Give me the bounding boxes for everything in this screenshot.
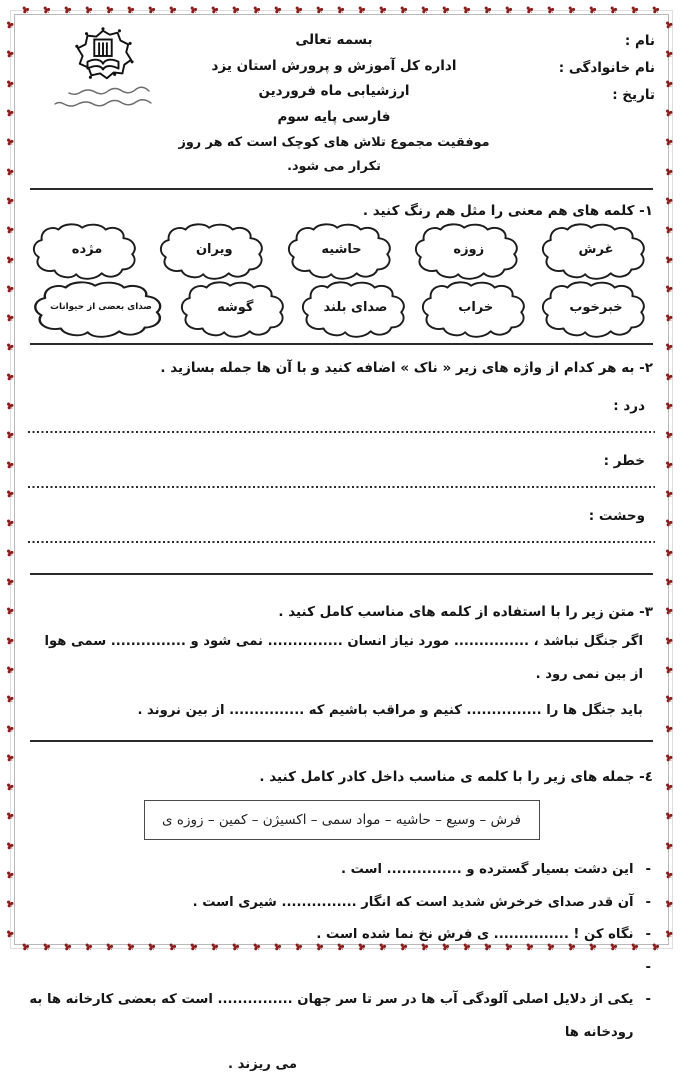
family-name-field-label: نام خانوادگی : — [558, 60, 655, 76]
q3-text-line-2: باید جنگل ها را ............... کنیم و مراقب باشیم که ............... از بین نروند . — [137, 703, 643, 718]
logo-calligraphy-icon — [53, 84, 153, 114]
separator-q1 — [30, 343, 653, 345]
separator-header — [30, 188, 653, 190]
name-field-label: نام : — [624, 33, 655, 49]
q3-text-line-1: اگر جنگل نباشد ، ............... مورد نیاز انسان ............... نمی شود و ............... سمی هوا از بین نمی رود . — [44, 634, 643, 682]
cloud-word-label: مژده — [71, 241, 103, 257]
q3-title: ٣- متن زیر را با استفاده از کلمه های مناسب کامل کنید . — [278, 604, 653, 620]
q4-item-text: آن قدر صدای خرخرش شدید است که انگار ............... شیری است . — [192, 894, 634, 910]
cloud-word-label: ویران — [195, 241, 233, 257]
cloud-word-label: صدای بعضی از حیوانات — [50, 302, 152, 312]
ministry-logo-icon — [72, 26, 134, 84]
logo-block — [28, 24, 178, 179]
cloud-word — [283, 222, 401, 279]
dash-bullet: - — [645, 927, 651, 942]
subject-grade-line: فارسی پایه سوم — [277, 108, 391, 125]
cloud-word-label: صدای بلند — [323, 299, 388, 315]
q4-item-text: یکی از دلایل اصلی آلودگی آب ها در سر تا سر جهان ............... است که بعضی کارخانه ها به رودخانه ها — [29, 992, 634, 1040]
border-ornament-bottom: ♣ ♣ ♣ ♣ ♣ ♣ ♣ ♣ ♣ ♣ ♣ ♣ ♣ ♣ ♣ ♣ ♣ ♣ ♣ ♣ ♣ ♣ ♣ ♣ ♣ ♣ ♣ ♣ ♣ ♣ ♣ — [19, 940, 664, 955]
separator-q3 — [30, 740, 653, 742]
cloud-word — [155, 222, 273, 279]
q4-item — [28, 984, 651, 1049]
border-ornament-top: ♣ ♣ ♣ ♣ ♣ ♣ ♣ ♣ ♣ ♣ ♣ ♣ ♣ ♣ ♣ ♣ ♣ ♣ ♣ ♣ ♣ ♣ ♣ ♣ ♣ ♣ ♣ ♣ ♣ ♣ ♣ — [19, 3, 664, 18]
q4-item-text: نگاه کن ! ............... ی فرش نخ نما شده است . — [316, 927, 634, 942]
evaluation-line: ارزشیابی ماه فروردین — [258, 83, 410, 99]
q2-answer-line-3 — [28, 540, 655, 543]
q4-item-empty — [28, 952, 651, 985]
q2-answer-line-1 — [28, 430, 655, 433]
student-fields — [490, 24, 655, 179]
q4-title: ٤- جمله های زیر را با کلمه ی مناسب داخل کادر کامل کنید . — [259, 769, 653, 785]
q1-cloud-row-1 — [28, 222, 655, 279]
separator-q2 — [30, 573, 653, 575]
dash-bullet: - — [645, 959, 651, 975]
q4-word-bank-box: فرش – وسیع – حاشیه – مواد سمی – اکسیژن – کمین – زوزه ی — [144, 800, 540, 840]
q4-item — [28, 854, 651, 887]
cloud-word — [28, 222, 146, 279]
dash-bullet: - — [645, 992, 651, 1007]
cloud-word — [297, 280, 415, 337]
cloud-word-label: گوشه — [217, 299, 254, 315]
bismillah-line: بسمه تعالی — [295, 32, 373, 48]
header-center — [178, 24, 490, 179]
q4-item — [28, 887, 651, 920]
date-field-label: تاریخ : — [612, 87, 655, 103]
cloud-word — [410, 222, 528, 279]
cloud-word-label: زوزه — [453, 241, 485, 257]
border-ornament-right: ♣ ♣ ♣ ♣ ♣ ♣ ♣ ♣ ♣ ♣ ♣ ♣ ♣ ♣ ♣ ♣ ♣ ♣ ♣ ♣ ♣ ♣ ♣ ♣ ♣ ♣ ♣ ♣ ♣ ♣ ♣ ♣ — [662, 18, 677, 942]
page-content — [28, 20, 655, 1072]
cloud-word — [537, 280, 655, 337]
q4-item-text: این دشت بسیار گسترده و ............... است . — [341, 862, 634, 877]
q2-word-vahshat: وحشت : — [588, 508, 645, 524]
cloud-word — [176, 280, 294, 337]
q4-item — [28, 919, 651, 952]
cloud-word — [28, 280, 174, 337]
header — [28, 24, 655, 179]
cloud-word-label: حاشیه — [321, 241, 362, 257]
cloud-word-label: غرش — [578, 241, 614, 257]
cloud-word — [417, 280, 535, 337]
department-line: اداره کل آموزش و پرورش استان یزد — [211, 57, 457, 74]
border-ornament-left: ♣ ♣ ♣ ♣ ♣ ♣ ♣ ♣ ♣ ♣ ♣ ♣ ♣ ♣ ♣ ♣ ♣ ♣ ♣ ♣ ♣ ♣ ♣ ♣ ♣ ♣ ♣ ♣ ♣ ♣ ♣ ♣ — [3, 18, 18, 942]
dash-bullet: - — [645, 894, 651, 910]
motto-line: موفقیت مجموع تلاش های کوچک است که هر روز تکرار می شود. — [178, 135, 490, 174]
q4-items — [28, 854, 655, 1081]
q2-answer-line-2 — [28, 485, 655, 488]
cloud-word-label: خبرخوب — [569, 299, 623, 315]
q1-cloud-row-2 — [28, 280, 655, 337]
q2-title: ٢- به هر کدام از واژه های زیر « ناک » اضافه کنید و با آن ها جمله بسازید . — [160, 360, 653, 376]
q2-word-dard: درد : — [613, 398, 645, 414]
cloud-word-label: خراب — [458, 299, 494, 315]
q4-item-continuation: می ریزند . — [227, 1057, 297, 1072]
q2-word-khatar: خطر : — [603, 453, 645, 469]
q1-title: ١- کلمه های هم معنی را مثل هم رنگ کنید . — [362, 203, 653, 219]
cloud-word — [537, 222, 655, 279]
dash-bullet: - — [645, 862, 651, 877]
